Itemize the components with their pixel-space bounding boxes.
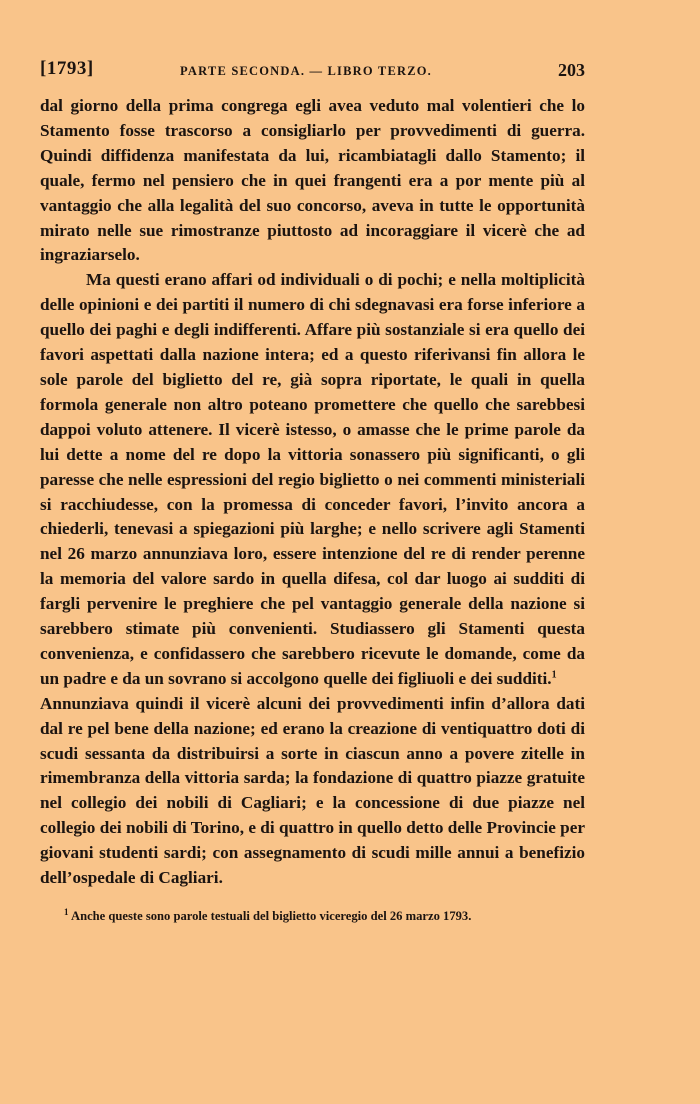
paragraph-2-text: Ma questi erano affari od individuali o di pochi; e nella moltiplicità delle opinioni e dei partiti il numero di chi sdegnavasi era forse inferiore a quello dei paghi e degli indifferenti. Affare più sostanziale si era quello dei favori aspettati dalla nazione intera; ed a questo riferivansi fin allora le sole parole del biglietto del re, già sopra riportate, le quali in quella formola generale non altro poteano promettere che quello che sarebbesi dappoi voluto attenere. Il vicerè istesso, o amasse che le prime parole da lui dette a nome del re dopo la vittoria sonassero più significanti, o gli paresse che nelle espressioni del regio biglietto o nei commenti ministeriali si racchiudesse, con la promessa di conceder favori, l’invito ancora a chiederli, tenevasi a spiegazioni più larghe; e nello scrivere agli Stamenti nel 26 marzo annunziava loro, essere intenzione del re di render perenne la memoria del valore sardo in quella difesa, col dar luogo ai sudditi di fargli pervenire le preghiere che pel vantaggio generale della nazione si sarebbero stimate più convenienti. Studiassero gli Stamenti questa convenienza, e confidassero che sarebbero ricevute le domande, come da un padre e da un sovrano si accolgono quelle dei figliuoli e dei sudditi. bbox=[40, 270, 585, 688]
header-title: PARTE SECONDA. — LIBRO TERZO. bbox=[180, 64, 432, 78]
page-number: 203 bbox=[558, 60, 585, 80]
header-year: [1793] bbox=[40, 58, 94, 79]
book-page bbox=[40, 58, 585, 927]
body-text bbox=[40, 94, 585, 891]
paragraph-1: dal giorno della prima congrega egli avea veduto mal volentieri che lo Stamento fosse trascorso a consigliarlo per provvedimenti di guerra. Quindi diffidenza manifestata da lui, ricambiatagli dallo Stamento; il quale, fermo nel pensiero che in quei frangenti era a por mente più al vantaggio che alla legalità del suo concorso, aveva in tutte le opportunità mirato nelle sue rimostranze piuttosto ad incoraggiare il vicerè che ad ingraziarselo. bbox=[40, 96, 585, 265]
footnote-text: Anche queste sono parole testuali del biglietto viceregio del 26 marzo 1793. bbox=[70, 909, 472, 923]
running-header bbox=[40, 58, 585, 88]
paragraph-3: Annunziava quindi il vicerè alcuni dei provvedimenti infin d’allora dati dal re pel bene della nazione; ed erano la creazione di ventiquattro doti di scudi sessanta da distribuirsi a sorte in ciascun anno a povere zitelle in rimembranza della vittoria sarda; la fondazione di quattro piazze gratuite nel collegio dei nobili di Cagliari; e la concessione di due piazze nel collegio dei nobili di Torino, e di quattro in quello detto delle Provincie per giovani studenti sardi; con assegnamento di scudi mille annui a benefizio dell’ospedale di Cagliari. bbox=[40, 693, 585, 888]
paragraph-2 bbox=[40, 268, 585, 691]
scan-artifact bbox=[495, 1088, 655, 1104]
footnote bbox=[40, 905, 585, 927]
footnote-mark: 1 bbox=[64, 906, 69, 917]
footnote-reference: 1 bbox=[551, 669, 557, 681]
